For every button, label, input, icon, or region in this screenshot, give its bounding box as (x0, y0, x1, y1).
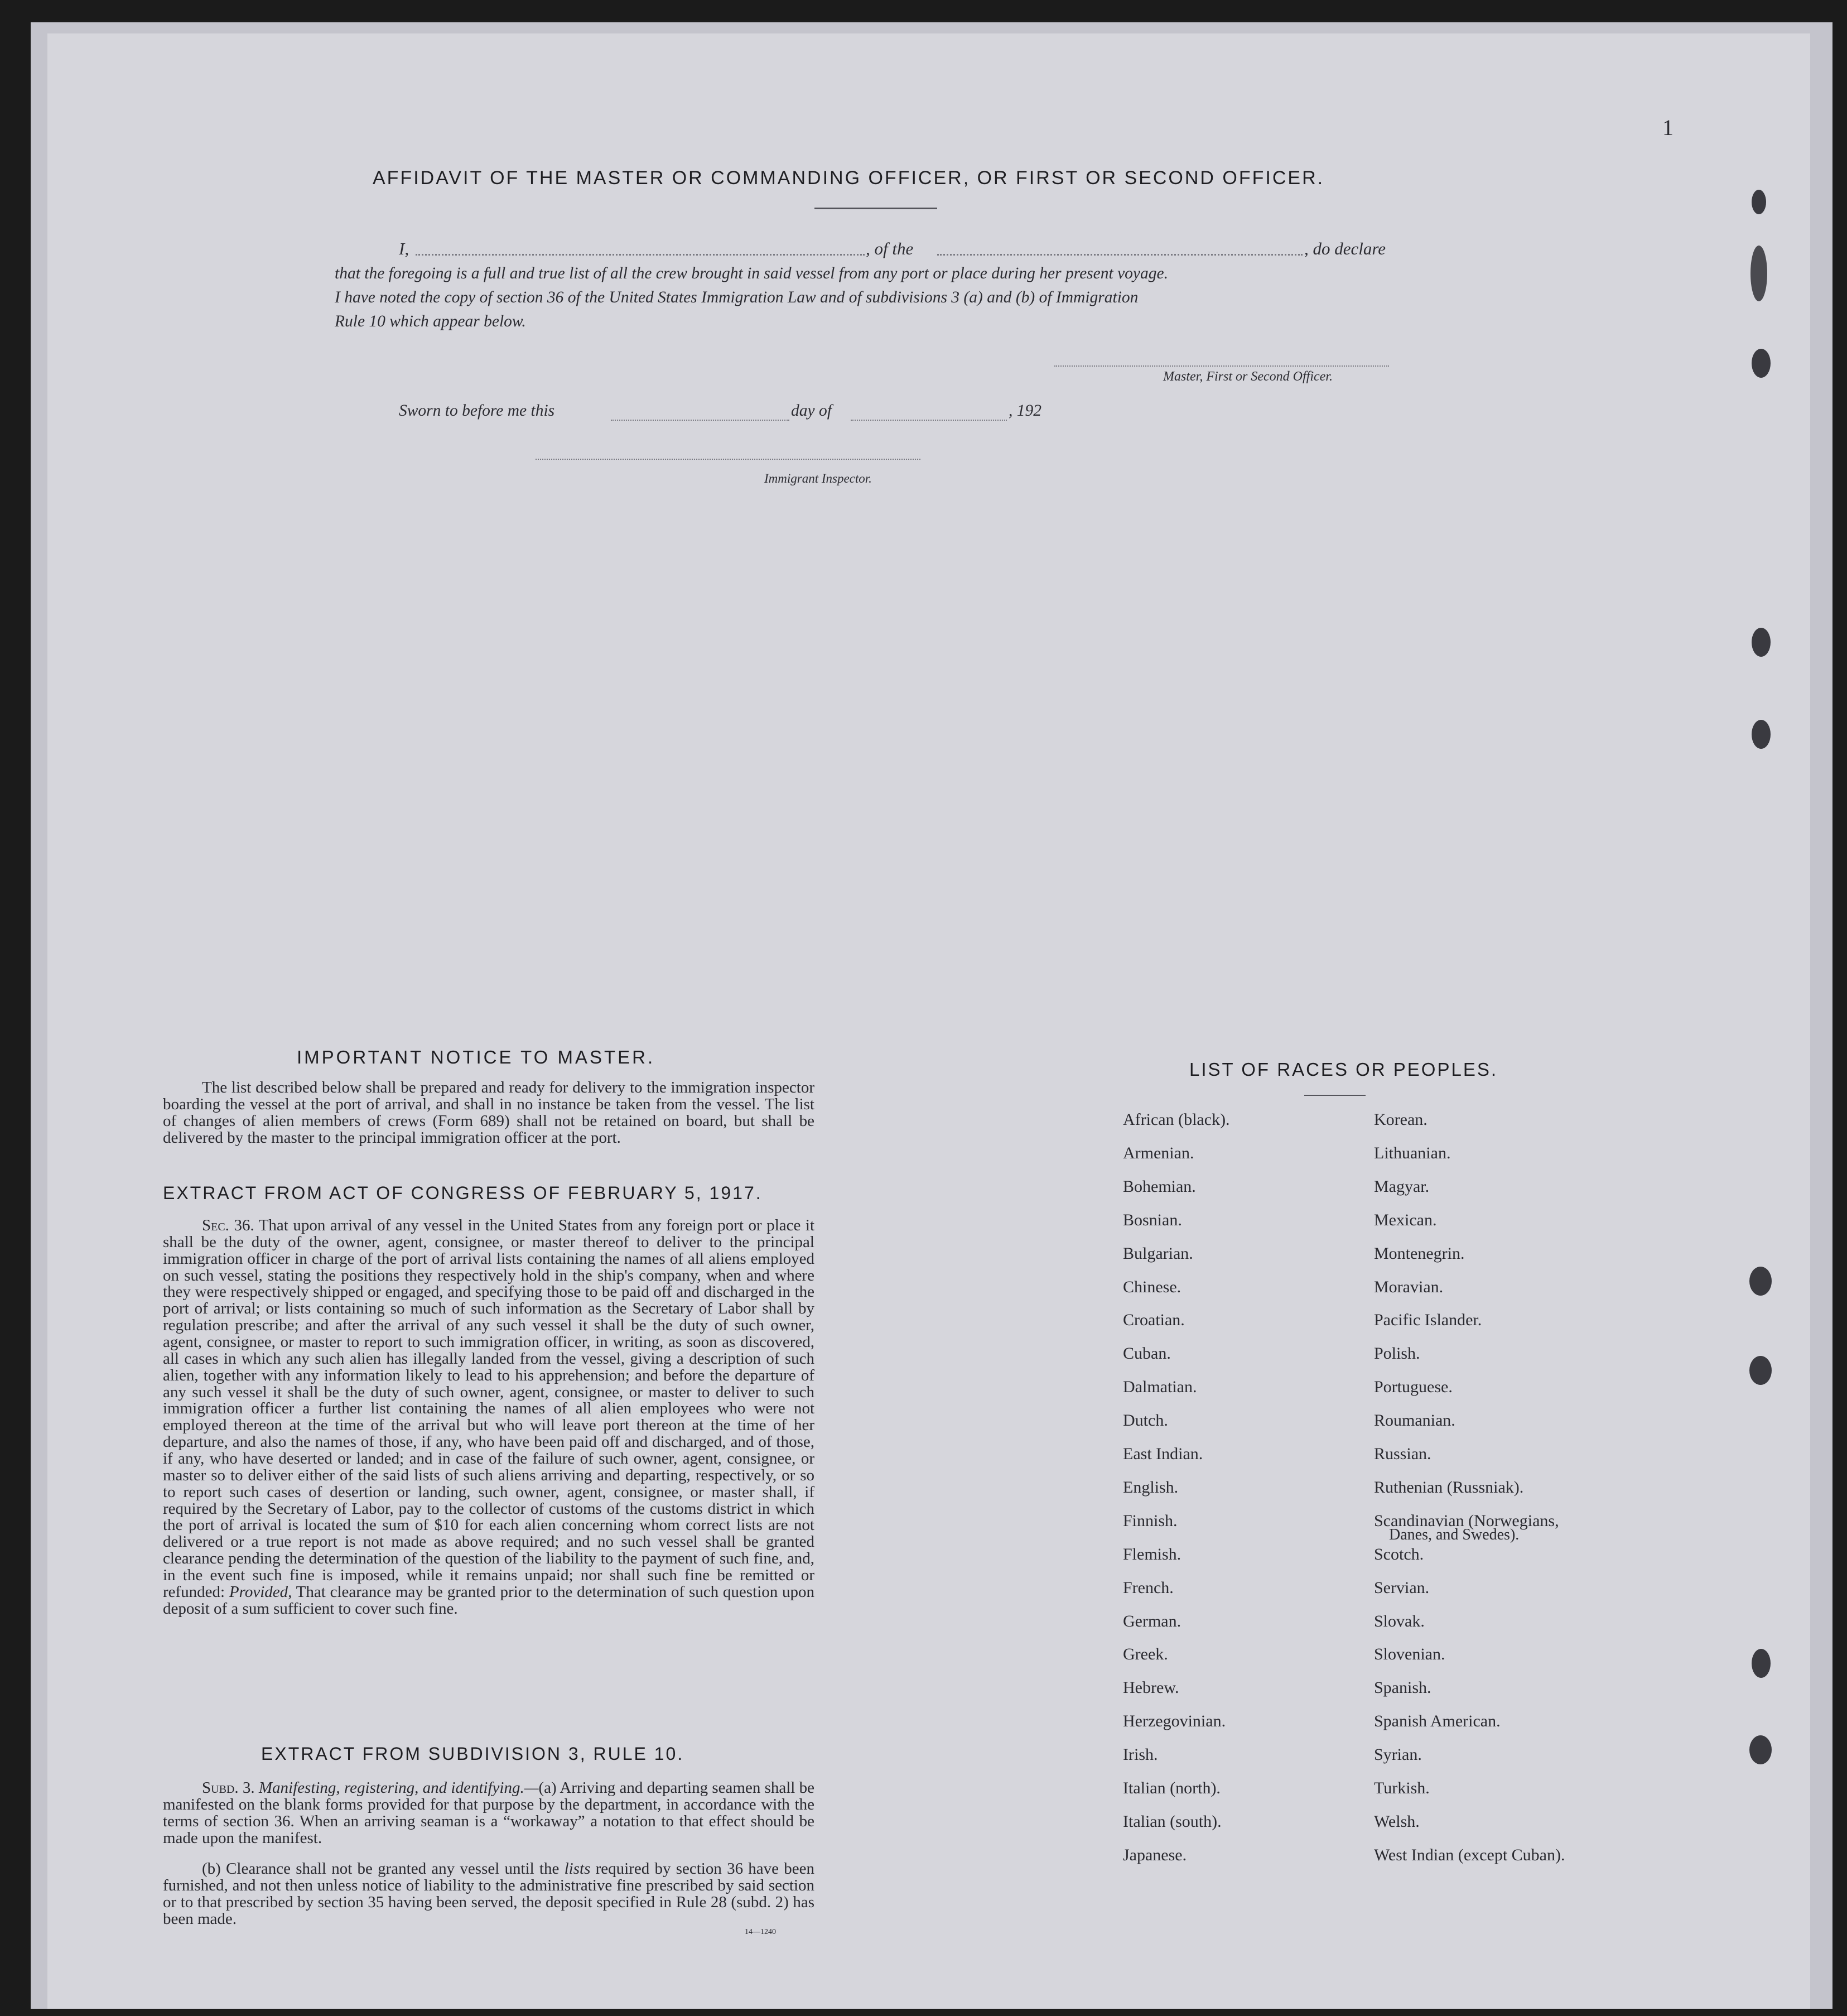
document-page (47, 33, 1810, 2009)
race-item: Spanish American. (1374, 1712, 1501, 1731)
race-item: Welsh. (1374, 1812, 1420, 1831)
affidavit-line1: that the foregoing is a full and true list of all the crew brought in said vessel from any port or place during her present voyage. (335, 264, 1168, 282)
para-b-start: (b) Clearance shall not be granted any vessel until the (202, 1860, 560, 1878)
race-scandinavian-cont: Danes, and Swedes). (1389, 1526, 1520, 1543)
month-field-line (851, 420, 1007, 421)
race-item: Russian. (1374, 1445, 1431, 1463)
races-title: LIST OF RACES OR PEOPLES. (1189, 1059, 1498, 1080)
inspector-caption: Immigrant Inspector. (764, 471, 872, 485)
page-mark: 1 (1662, 115, 1674, 140)
race-item: Portuguese. (1374, 1378, 1453, 1397)
race-item: Italian (south). (1123, 1812, 1222, 1831)
race-item: English. (1123, 1478, 1179, 1497)
race-item: Lithuanian. (1374, 1143, 1451, 1162)
races-rule (1304, 1095, 1366, 1096)
race-item: Magyar. (1374, 1177, 1430, 1196)
signature-caption: Master, First or Second Officer. (1163, 369, 1333, 384)
para-b-rest: required by section 36 have been furnished, and not then unless notice of liability to the administrative fine prescribed by said section or to that prescribed by section 35 having been served, the deposit specified in Rule 28 (subd. 2) has been made. (163, 1860, 815, 1928)
race-item: French. (1123, 1578, 1174, 1597)
race-item: Moravian. (1374, 1277, 1444, 1296)
race-item: Korean. (1374, 1110, 1428, 1129)
vessel-field-line (937, 254, 1303, 256)
race-item: Italian (north). (1123, 1779, 1221, 1797)
race-item: Armenian. (1123, 1143, 1194, 1162)
race-item: Dutch. (1123, 1411, 1168, 1430)
race-item: Roumanian. (1374, 1411, 1455, 1430)
affidavit-do-declare: , do declare (1304, 239, 1386, 258)
act-text (163, 1218, 814, 1618)
race-item: Syrian. (1374, 1745, 1422, 1764)
race-item: West Indian (except Cuban). (1374, 1845, 1565, 1864)
race-item: Hebrew. (1123, 1678, 1179, 1697)
race-item: Montenegrin. (1374, 1244, 1465, 1263)
race-item: Finnish. (1123, 1511, 1178, 1530)
race-item: Dalmatian. (1123, 1378, 1197, 1397)
binder-hole (1750, 246, 1767, 301)
act-title: EXTRACT FROM ACT OF CONGRESS OF FEBRUARY 5, 1917. (163, 1183, 763, 1203)
binder-hole (1749, 1356, 1772, 1385)
race-item: Flemish. (1123, 1545, 1181, 1563)
notice-text: The list described below shall be prepared and ready for delivery to the immigration inspector boarding the vessel at the port of arrival, and shall in no instance be taken from the vessel. The list of changes of alien members of crews (Form 689) shall not be retained on board, but shall be delivered by the master to the principal immigration officer at the port. (163, 1079, 814, 1147)
binder-hole (1752, 628, 1771, 657)
race-item: Croatian. (1123, 1311, 1185, 1330)
binder-hole (1752, 1649, 1771, 1678)
proviso-word: Provided, (229, 1582, 292, 1601)
race-item: Scotch. (1374, 1545, 1424, 1563)
affidavit-line2: I have noted the copy of section 36 of the United States Immigration Law and of subdivisions 3 (a) and (b) of Immigration (335, 288, 1139, 306)
race-item: East Indian. (1123, 1445, 1203, 1463)
para-b-lists: lists (564, 1860, 591, 1878)
binder-hole (1752, 349, 1771, 378)
section-36-text: That upon arrival of any vessel in the United States from any foreign port or place it shall be the duty of the owner, agent, consignee, or master thereof to deliver to the principal immigration officer in charge of the port of arrival lists containing the names of all aliens employed on such vessel, stating the positions they respectively hold in the ship's company, when and where they were respectively shipped or engaged, and specifying those to be paid off and discharged in the port of arrival; or lists containing so much of such information as the Secretary of Labor shall by regulation prescribe; and after the arrival of any such vessel it shall be the duty of such owner, agent, consignee, or master to report to such immigration officer, in writing, as soon as discovered, all cases in which any such alien has illegally landed from the vessel, giving a description of such alien, together with any information likely to lead to his apprehension; and before the departure of any such vessel it shall be the duty of such owner, agent, consignee, or master to deliver to such immigration officer a further list containing the names of all alien employees who were not employed thereon at the time of the arrival but who will leave port thereon at the time of her departure, and also the names of those, if any, who have been paid off and discharged, and of those, if any, who have deserted or landed; and in case of the failure of such owner, agent, consignee, or master so to deliver either of the said lists of such aliens arriving and departing, respectively, or so to report such cases of desertion or landing, such owner, agent, consignee, or master shall, if required by the Secretary of Labor, pay to the collector of customs of the customs district in which the port of arrival is located the sum of $10 for each alien concerning whom correct lists are not delivered or a true report is not made as above required; and no such vessel shall be granted clearance pending the determination of the question of the liability to the payment of such fine, and, in the event such fine is imposed, while it remains unpaid; nor shall such fine be remitted or refunded: (163, 1216, 814, 1601)
binder-hole (1752, 190, 1766, 214)
race-item: Slovak. (1374, 1611, 1425, 1630)
sworn-prefix: Sworn to before me this (399, 402, 555, 420)
notice-title: IMPORTANT NOTICE TO MASTER. (297, 1047, 655, 1067)
rule-para-b (163, 1861, 814, 1927)
year-label: , 192 (1009, 402, 1041, 420)
race-item: Spanish. (1374, 1678, 1431, 1697)
binder-hole (1749, 1735, 1772, 1764)
form-code: 14—1240 (745, 1928, 776, 1936)
race-item: Bosnian. (1123, 1210, 1182, 1229)
affidavit-title: AFFIDAVIT OF THE MASTER OR COMMANDING OFFICER, OR FIRST OR SECOND OFFICER. (373, 167, 1325, 189)
rule-title: EXTRACT FROM SUBDIVISION 3, RULE 10. (261, 1744, 684, 1764)
signature-line (1054, 365, 1389, 367)
race-item: Herzegovinian. (1123, 1712, 1226, 1731)
race-item: Chinese. (1123, 1277, 1181, 1296)
name-field-line (416, 254, 865, 256)
para-a-text: (a) Arriving and departing seamen shall be manifested on the blank forms provided for that purpose by the department, in accordance with the terms of section 36. When an arriving seaman is a “workaway” a notation to that effect should be made upon the manifest. (163, 1779, 814, 1847)
race-item: Servian. (1374, 1578, 1430, 1597)
race-item: Bohemian. (1123, 1177, 1196, 1196)
race-item: Cuban. (1123, 1344, 1171, 1363)
subd-label: Subd. 3. (202, 1779, 255, 1797)
race-item: Greek. (1123, 1645, 1168, 1664)
race-item: German. (1123, 1611, 1181, 1630)
day-of-label: day of (791, 402, 832, 420)
race-item: Pacific Islander. (1374, 1311, 1482, 1330)
race-item: Irish. (1123, 1745, 1158, 1764)
race-item: Scandinavian (Norwegians, (1374, 1511, 1559, 1530)
day-field-line (611, 420, 789, 421)
proviso-text: That clearance may be granted prior to the determination of such question upon deposit of a sum sufficient to cover such fine. (163, 1582, 814, 1618)
race-item: Turkish. (1374, 1779, 1430, 1797)
race-item: Japanese. (1123, 1845, 1187, 1864)
race-item: African (black). (1123, 1110, 1230, 1129)
race-item: Ruthenian (Russniak). (1374, 1478, 1524, 1497)
affidavit-of-the: , of the (866, 239, 914, 258)
affidavit-i-label: I, (399, 239, 409, 258)
subd-heading: Manifesting, registering, and identifying.— (258, 1779, 539, 1797)
race-item: Mexican. (1374, 1210, 1437, 1229)
binder-hole (1752, 720, 1771, 749)
title-rule (814, 208, 937, 209)
race-item: Polish. (1374, 1344, 1420, 1363)
affidavit-line3: Rule 10 which appear below. (335, 312, 526, 330)
race-item: Slovenian. (1374, 1645, 1445, 1664)
inspector-signature-line (536, 459, 920, 460)
binder-hole (1749, 1267, 1772, 1296)
rule-para-a (163, 1780, 814, 1846)
race-item: Bulgarian. (1123, 1244, 1193, 1263)
section-label: Sec. 36. (202, 1216, 254, 1234)
